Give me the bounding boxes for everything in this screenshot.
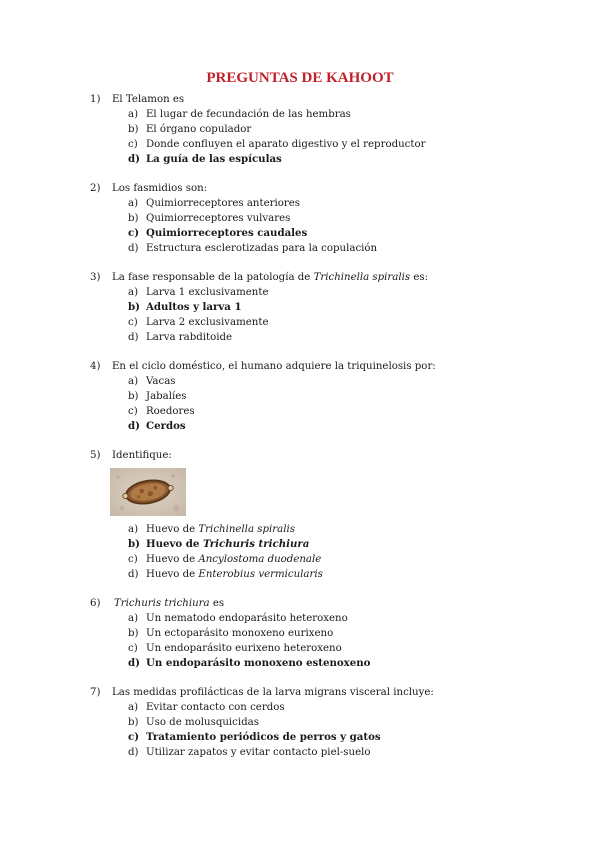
question-number: 7) (90, 687, 101, 698)
option-text: Un nematodo endoparásito heteroxeno (146, 613, 348, 624)
question-text-end: es: (410, 272, 429, 283)
option-a (90, 285, 560, 300)
question-number: 5) (90, 450, 101, 461)
option-text: Larva 1 exclusivamente (146, 287, 269, 298)
species-name: Enterobius vermicularis (198, 569, 323, 580)
species-name: Ancylostoma duodenale (198, 554, 322, 565)
species-name: Trichuris trichiura (202, 538, 310, 550)
option-letter: a) (128, 613, 139, 624)
option-text: Estructura esclerotizadas para la copulación (146, 243, 378, 254)
option-text (146, 552, 321, 567)
parasite-egg-micrograph (110, 468, 186, 516)
option-c (90, 552, 560, 567)
question-text: El Telamon es (112, 94, 185, 105)
option-letter: a) (128, 702, 139, 713)
species-name: Trichinella spiralis (313, 272, 411, 283)
option-letter: c) (128, 643, 138, 654)
question-3 (90, 270, 560, 345)
question-list (90, 92, 560, 774)
option-a (90, 107, 560, 122)
option-text (146, 567, 323, 582)
option-letter: d) (128, 243, 139, 254)
option-letter: a) (128, 524, 139, 535)
option-letter: b) (128, 124, 139, 135)
option-text: Larva rabditoide (146, 332, 233, 343)
option-c (90, 641, 560, 656)
option-letter: d) (128, 420, 140, 432)
option-letter: b) (128, 538, 140, 550)
species-name: Trichinella spiralis (198, 524, 295, 535)
option-a (90, 611, 560, 626)
option-b (90, 211, 560, 226)
option-d-correct (90, 419, 560, 434)
option-letter: a) (128, 198, 139, 209)
option-b-correct (90, 300, 560, 315)
option-letter: b) (128, 391, 139, 402)
question-text-end: es (209, 598, 225, 609)
option-text: Un ectoparásito monoxeno eurixeno (146, 628, 334, 639)
option-letter: b) (128, 213, 139, 224)
option-letter: a) (128, 287, 139, 298)
option-text (146, 537, 309, 552)
question-2 (90, 181, 560, 256)
option-b (90, 389, 560, 404)
option-letter: c) (128, 406, 138, 417)
option-d (90, 745, 560, 760)
option-text: Un endoparásito eurixeno heteroxeno (146, 643, 342, 654)
option-d (90, 567, 560, 582)
option-prefix: Huevo de (146, 569, 199, 580)
option-text: El órgano copulador (146, 124, 252, 135)
option-d (90, 241, 560, 256)
option-letter: c) (128, 227, 140, 239)
question-text: Las medidas profilácticas de la larva migrans visceral incluye: (112, 687, 434, 698)
option-b (90, 122, 560, 137)
question-text: Los fasmidios son: (112, 183, 208, 194)
option-letter: b) (128, 301, 140, 313)
option-letter: c) (128, 731, 140, 743)
option-b-correct (90, 537, 560, 552)
question-text-start: La fase responsable de la patología de (112, 272, 314, 283)
question-text: Identifique: (112, 450, 172, 461)
question-7 (90, 685, 560, 760)
option-letter: b) (128, 628, 139, 639)
egg-micrograph-container (90, 468, 560, 516)
question-6 (90, 596, 560, 671)
option-text: Utilizar zapatos y evitar contacto piel-suelo (146, 747, 371, 758)
option-letter: d) (128, 332, 139, 343)
option-text: Larva 2 exclusivamente (146, 317, 269, 328)
option-letter: d) (128, 153, 140, 165)
option-letter: c) (128, 554, 138, 565)
option-a (90, 522, 560, 537)
question-text: En el ciclo doméstico, el humano adquiere la triquinelosis por: (112, 361, 436, 372)
option-text: Un endoparásito monoxeno estenoxeno (146, 657, 371, 669)
option-text: Donde confluyen el aparato digestivo y el reproductor (146, 139, 426, 150)
option-c (90, 315, 560, 330)
option-prefix: Huevo de (146, 538, 203, 550)
option-text: Quimiorreceptores caudales (146, 227, 308, 239)
option-letter: d) (128, 657, 140, 669)
option-b (90, 715, 560, 730)
option-d-correct (90, 152, 560, 167)
question-1 (90, 92, 560, 167)
option-letter: d) (128, 747, 139, 758)
option-letter: a) (128, 109, 139, 120)
option-a (90, 196, 560, 211)
option-c-correct (90, 226, 560, 241)
option-letter: c) (128, 139, 138, 150)
option-a (90, 700, 560, 715)
option-text: Jabalíes (146, 391, 187, 402)
question-number: 1) (90, 94, 101, 105)
option-text: Quimiorreceptores vulvares (146, 213, 291, 224)
option-text: La guía de las espículas (146, 153, 282, 165)
option-text: Uso de molusquicidas (146, 717, 259, 728)
option-text: Tratamiento periódicos de perros y gatos (146, 731, 381, 743)
option-c (90, 404, 560, 419)
option-text: Roedores (146, 406, 195, 417)
question-5 (90, 448, 560, 582)
option-text: El lugar de fecundación de las hembras (146, 109, 351, 120)
option-text: Evitar contacto con cerdos (146, 702, 285, 713)
option-d-correct (90, 656, 560, 671)
question-text (112, 270, 428, 285)
question-text (114, 596, 224, 611)
question-number: 3) (90, 272, 101, 283)
option-d (90, 330, 560, 345)
option-text: Quimiorreceptores anteriores (146, 198, 300, 209)
question-number: 2) (90, 183, 101, 194)
option-text: Cerdos (146, 420, 186, 432)
option-a (90, 374, 560, 389)
question-number: 4) (90, 361, 101, 372)
option-letter: a) (128, 376, 139, 387)
option-text (146, 522, 295, 537)
option-letter: c) (128, 317, 138, 328)
document-title: PREGUNTAS DE KAHOOT (206, 70, 394, 86)
option-b (90, 626, 560, 641)
option-prefix: Huevo de (146, 554, 199, 565)
option-letter: d) (128, 569, 139, 580)
option-letter: b) (128, 717, 139, 728)
option-c (90, 137, 560, 152)
question-4 (90, 359, 560, 434)
question-number: 6) (90, 598, 101, 609)
species-name: Trichuris trichiura (114, 598, 210, 609)
option-c-correct (90, 730, 560, 745)
option-text: Vacas (146, 376, 176, 387)
option-prefix: Huevo de (146, 524, 199, 535)
option-text: Adultos y larva 1 (146, 301, 242, 313)
